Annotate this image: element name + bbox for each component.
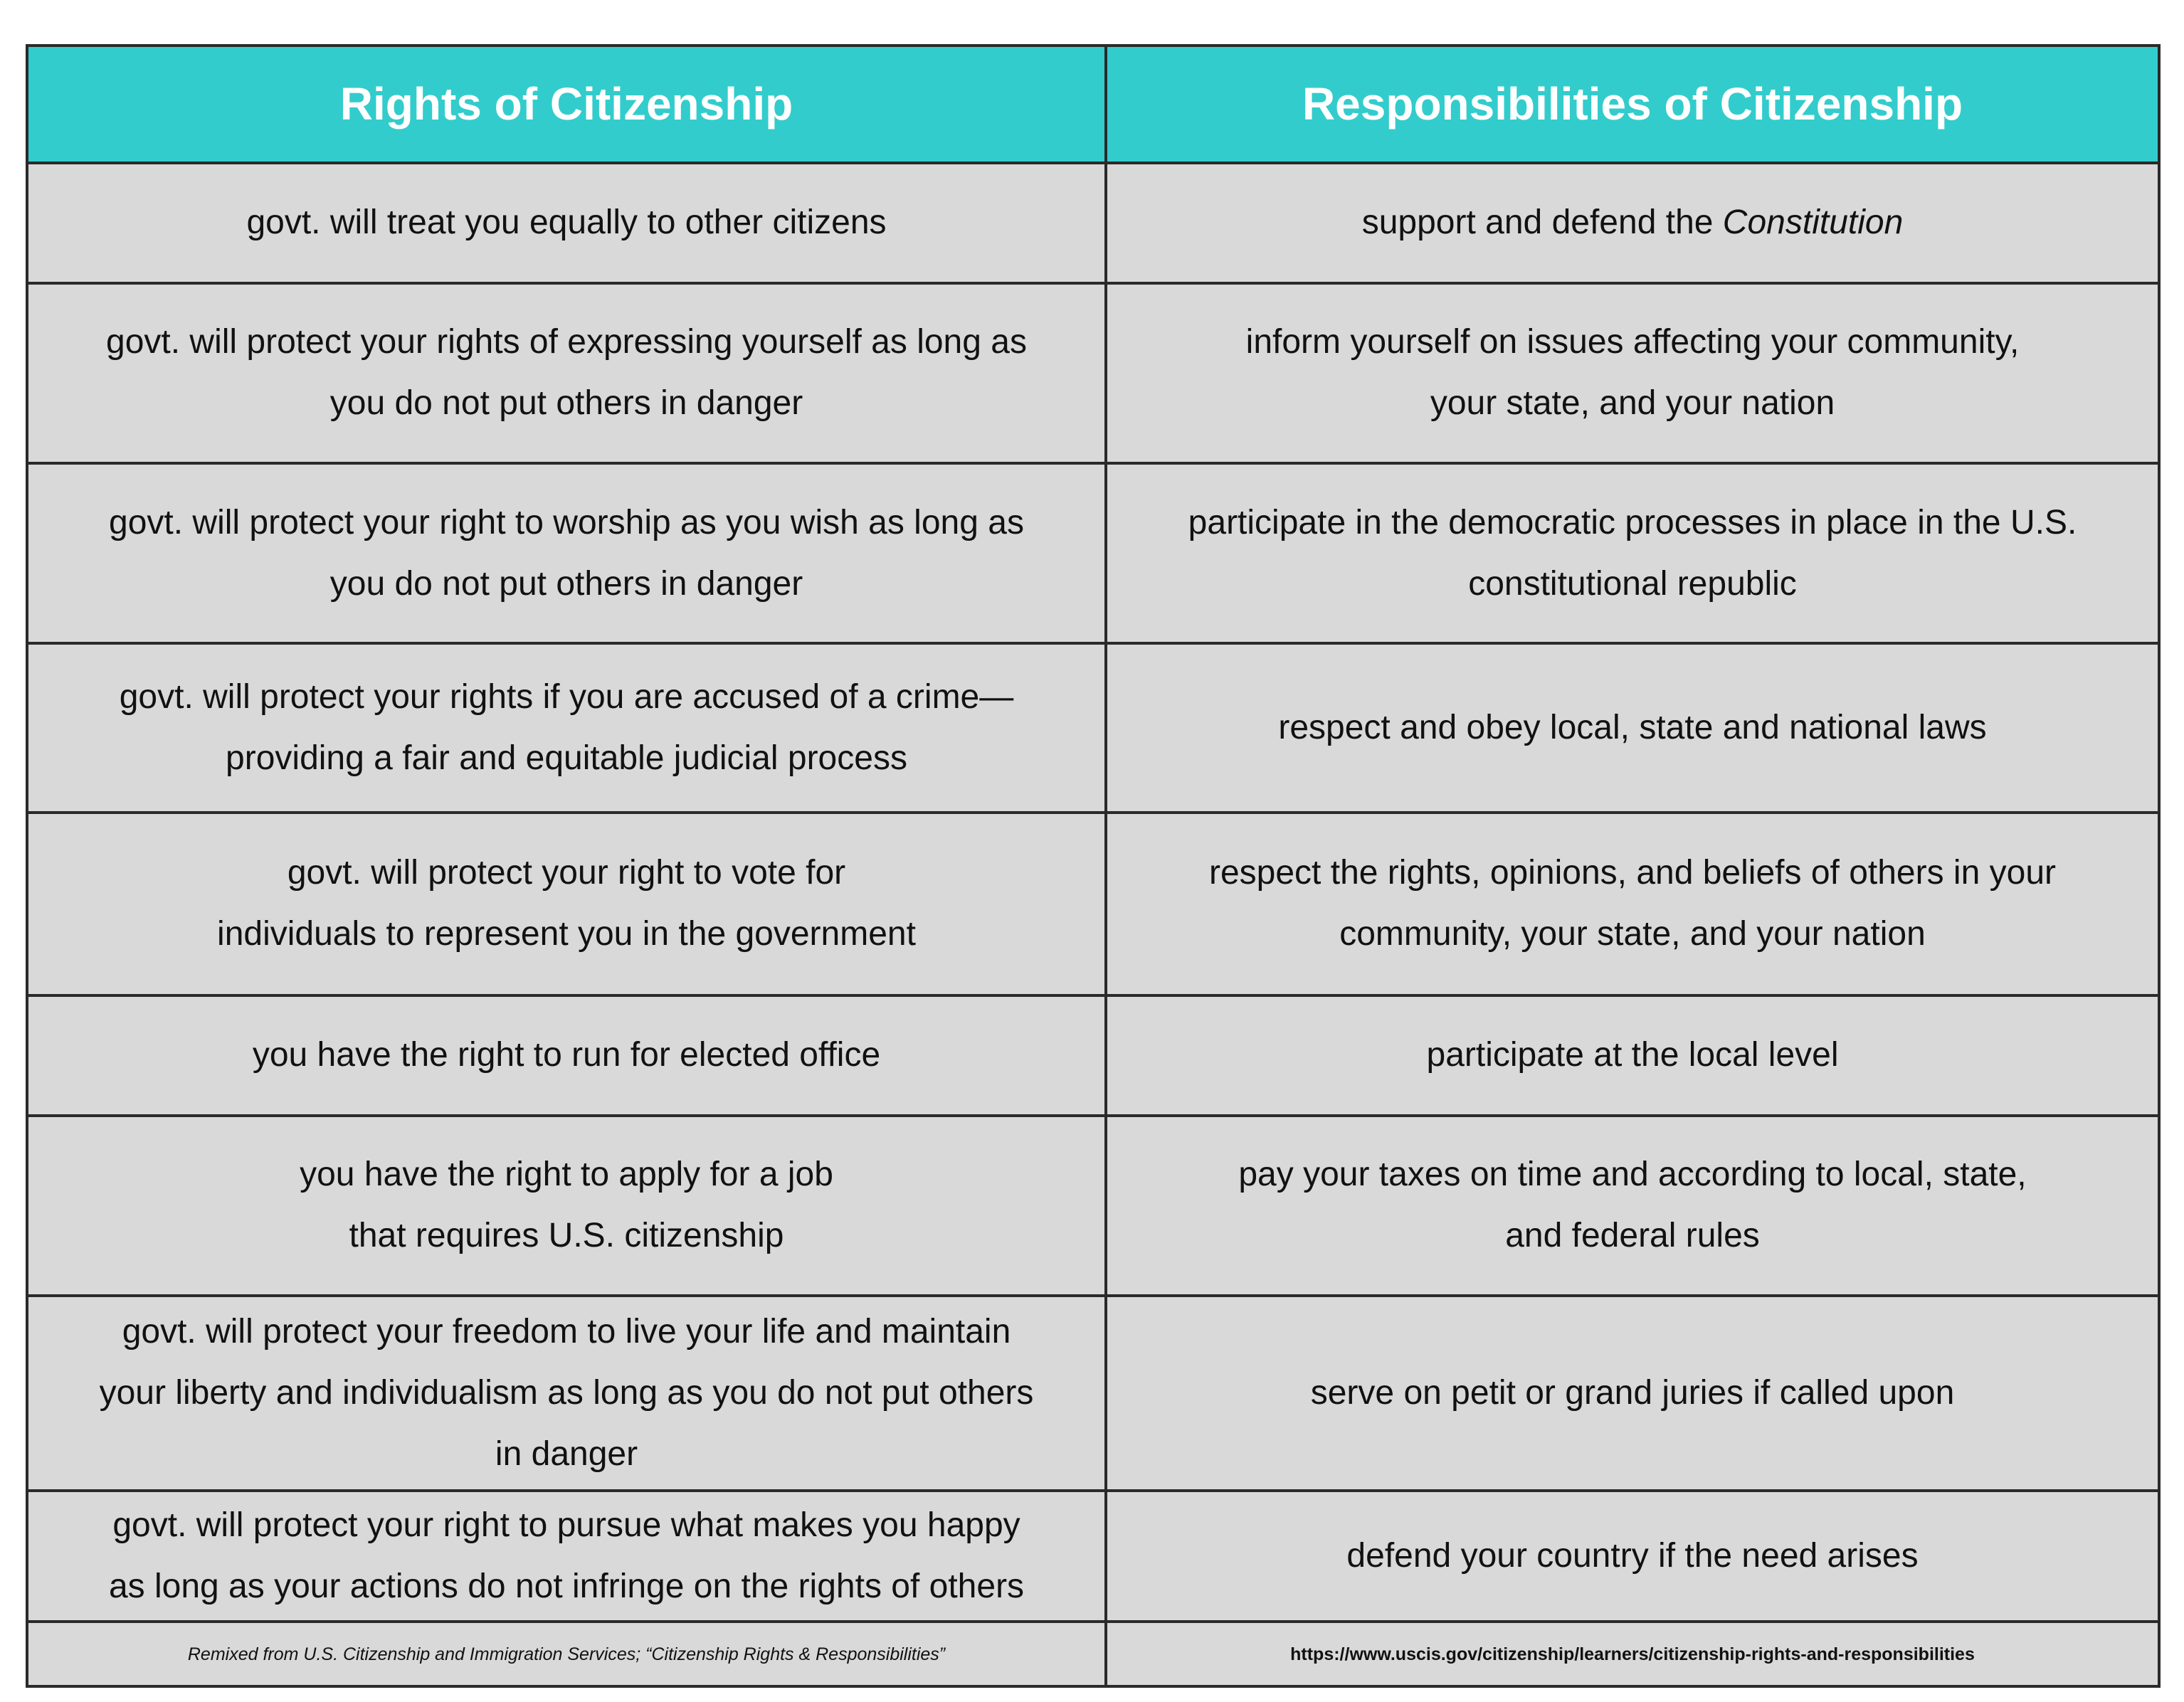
responsibility-cell bbox=[1106, 463, 2159, 643]
cell-line: your state, and your nation bbox=[1430, 384, 1835, 423]
right-cell bbox=[27, 163, 1106, 283]
table-row bbox=[27, 1116, 2159, 1296]
responsibility-cell bbox=[1106, 1296, 2159, 1490]
responsibility-cell bbox=[1106, 643, 2159, 812]
cell-line: defend your country if the need arises bbox=[1346, 1536, 1919, 1575]
cell-line: govt. will protect your rights if you are accused of a crime— bbox=[119, 677, 1014, 716]
header-row bbox=[27, 46, 2159, 163]
table-row bbox=[27, 463, 2159, 643]
cell-line: pay your taxes on time and according to local, state, bbox=[1238, 1156, 2027, 1194]
responsibility-cell bbox=[1106, 163, 2159, 283]
cell-line: community, your state, and your nation bbox=[1339, 915, 1926, 953]
cell-line: you have the right to run for elected office bbox=[252, 1036, 881, 1074]
cell-line: participate in the democratic processes in place in the U.S. bbox=[1188, 503, 2077, 541]
cell-line: govt. will protect your rights of expressing yourself as long as bbox=[106, 323, 1027, 361]
cell-line: respect and obey local, state and national laws bbox=[1278, 708, 1987, 746]
cell-line: respect the rights, opinions, and beliefs of others in your bbox=[1208, 854, 2056, 892]
cell-line: you do not put others in danger bbox=[329, 384, 803, 423]
table-row bbox=[27, 995, 2159, 1116]
source-url-link[interactable]: https://www.uscis.gov/citizenship/learners/citizenship-rights-and-responsibilities bbox=[1106, 1622, 2159, 1686]
table-row bbox=[27, 1491, 2159, 1622]
responsibility-cell bbox=[1106, 1116, 2159, 1296]
table-row bbox=[27, 163, 2159, 283]
right-cell bbox=[27, 1116, 1106, 1296]
table-row bbox=[27, 813, 2159, 995]
table-row bbox=[27, 283, 2159, 463]
cell-line: govt. will protect your right to vote for bbox=[287, 854, 846, 892]
footer-row bbox=[27, 1622, 2159, 1686]
responsibilities-header: Responsibilities of Citizenship bbox=[1106, 46, 2159, 163]
cell-line: participate at the local level bbox=[1426, 1036, 1839, 1074]
responsibility-cell bbox=[1106, 1491, 2159, 1622]
cell-line: govt. will protect your right to worship as you wish as long as bbox=[109, 503, 1024, 541]
cell-line: providing a fair and equitable judicial process bbox=[226, 739, 907, 777]
source-credit: Remixed from U.S. Citizenship and Immigration Services; “Citizenship Rights & Responsibilities” bbox=[27, 1622, 1106, 1686]
cell-line: individuals to represent you in the government bbox=[217, 915, 916, 953]
cell-line: that requires U.S. citizenship bbox=[349, 1217, 784, 1255]
rights-header: Rights of Citizenship bbox=[27, 46, 1106, 163]
cell-line: and federal rules bbox=[1505, 1217, 1760, 1255]
table-row bbox=[27, 643, 2159, 812]
cell-line: serve on petit or grand juries if called upon bbox=[1310, 1373, 1955, 1412]
responsibility-cell bbox=[1106, 283, 2159, 463]
cell-text: support and defend the bbox=[1361, 204, 1723, 242]
cell-line: you have the right to apply for a job bbox=[300, 1156, 833, 1194]
right-cell bbox=[27, 995, 1106, 1116]
right-cell bbox=[27, 643, 1106, 812]
cell-line: in danger bbox=[495, 1434, 638, 1473]
cell-line: you do not put others in danger bbox=[329, 564, 803, 603]
cell-line: as long as your actions do not infringe on the rights of others bbox=[108, 1567, 1025, 1605]
table-row bbox=[27, 1296, 2159, 1490]
cell-line: govt. will protect your freedom to live your life and maintain bbox=[122, 1312, 1011, 1350]
right-cell bbox=[27, 1296, 1106, 1490]
constitution-text: Constitution bbox=[1722, 204, 1904, 242]
right-cell bbox=[27, 1491, 1106, 1622]
citizenship-table bbox=[26, 44, 2161, 1688]
cell-line: constitutional republic bbox=[1468, 564, 1797, 603]
cell-line: your liberty and individualism as long as you do not put others bbox=[99, 1373, 1034, 1412]
cell-line: govt. will treat you equally to other citizens bbox=[246, 204, 887, 242]
right-cell bbox=[27, 463, 1106, 643]
responsibility-cell bbox=[1106, 995, 2159, 1116]
right-cell bbox=[27, 283, 1106, 463]
responsibility-cell bbox=[1106, 813, 2159, 995]
cell-line: govt. will protect your right to pursue what makes you happy bbox=[112, 1506, 1020, 1544]
right-cell bbox=[27, 813, 1106, 995]
cell-line: inform yourself on issues affecting your community, bbox=[1245, 323, 2020, 361]
